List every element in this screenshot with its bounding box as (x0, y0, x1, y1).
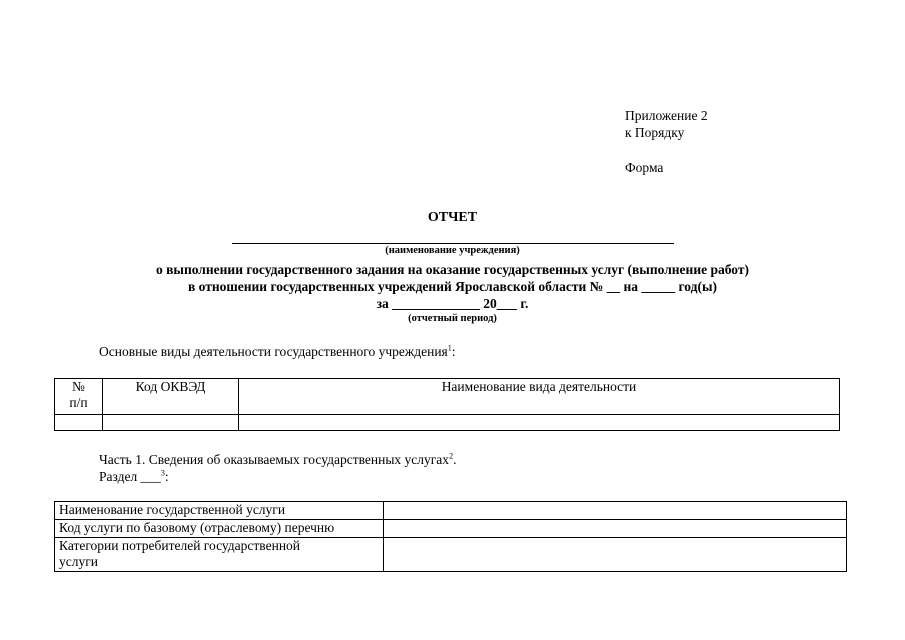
consumer-categories-label: Категории потребителей государственной услуги (55, 538, 384, 572)
table-cell (55, 415, 103, 431)
institution-caption: (наименование учреждения) (385, 245, 520, 256)
table-row (55, 520, 847, 538)
part1-title-text: Часть 1. Сведения об оказываемых государственных услугах (99, 452, 450, 467)
table-row (55, 538, 847, 572)
activities-intro (99, 343, 456, 360)
table-row (55, 415, 840, 431)
footnote-marker-3: 3 (160, 468, 165, 478)
consumer-categories-value (384, 538, 847, 572)
column-header-okved-code: Код ОКВЭД (103, 379, 239, 415)
service-code-label: Код услуги по базовому (отраслевому) перечню (55, 520, 384, 538)
service-code-value (384, 520, 847, 538)
activities-table (54, 378, 840, 431)
appendix-number: Приложение 2 (625, 108, 708, 123)
part1-title (99, 451, 456, 468)
form-label: Форма (625, 160, 664, 175)
column-header-number: № п/п (55, 379, 103, 415)
table-cell (103, 415, 239, 431)
service-info-table (54, 501, 847, 572)
report-subtitle-line2: в отношении государственных учреждений Ярославской области № __ на _____ год(ы) (187, 279, 718, 294)
table-row (55, 502, 847, 520)
column-header-activity-name: Наименование вида деятельности (239, 379, 840, 415)
appendix-reference: к Порядку (625, 125, 685, 140)
institution-name-line (232, 243, 674, 244)
footnote-marker-2: 2 (449, 451, 454, 461)
part1-title-end: . (453, 452, 457, 467)
report-subtitle-line1: о выполнении государственного задания на оказание государственных услуг (выполнение работ) (155, 262, 749, 277)
table-cell (239, 415, 840, 431)
section-label-end: : (164, 469, 169, 484)
section-label-text: Раздел ___ (99, 469, 161, 484)
activities-table-header-row (55, 379, 840, 415)
report-period-line: за _____________ 20___ г. (376, 296, 529, 311)
footnote-marker-1: 1 (447, 343, 452, 353)
service-name-value (384, 502, 847, 520)
activities-intro-text: Основные виды деятельности государственного учреждения (99, 344, 448, 359)
service-name-label: Наименование государственной услуги (55, 502, 384, 520)
period-caption: (отчетный период) (408, 313, 497, 324)
activities-intro-end: : (451, 344, 456, 359)
section-label (99, 468, 169, 485)
report-title: ОТЧЕТ (427, 210, 478, 225)
